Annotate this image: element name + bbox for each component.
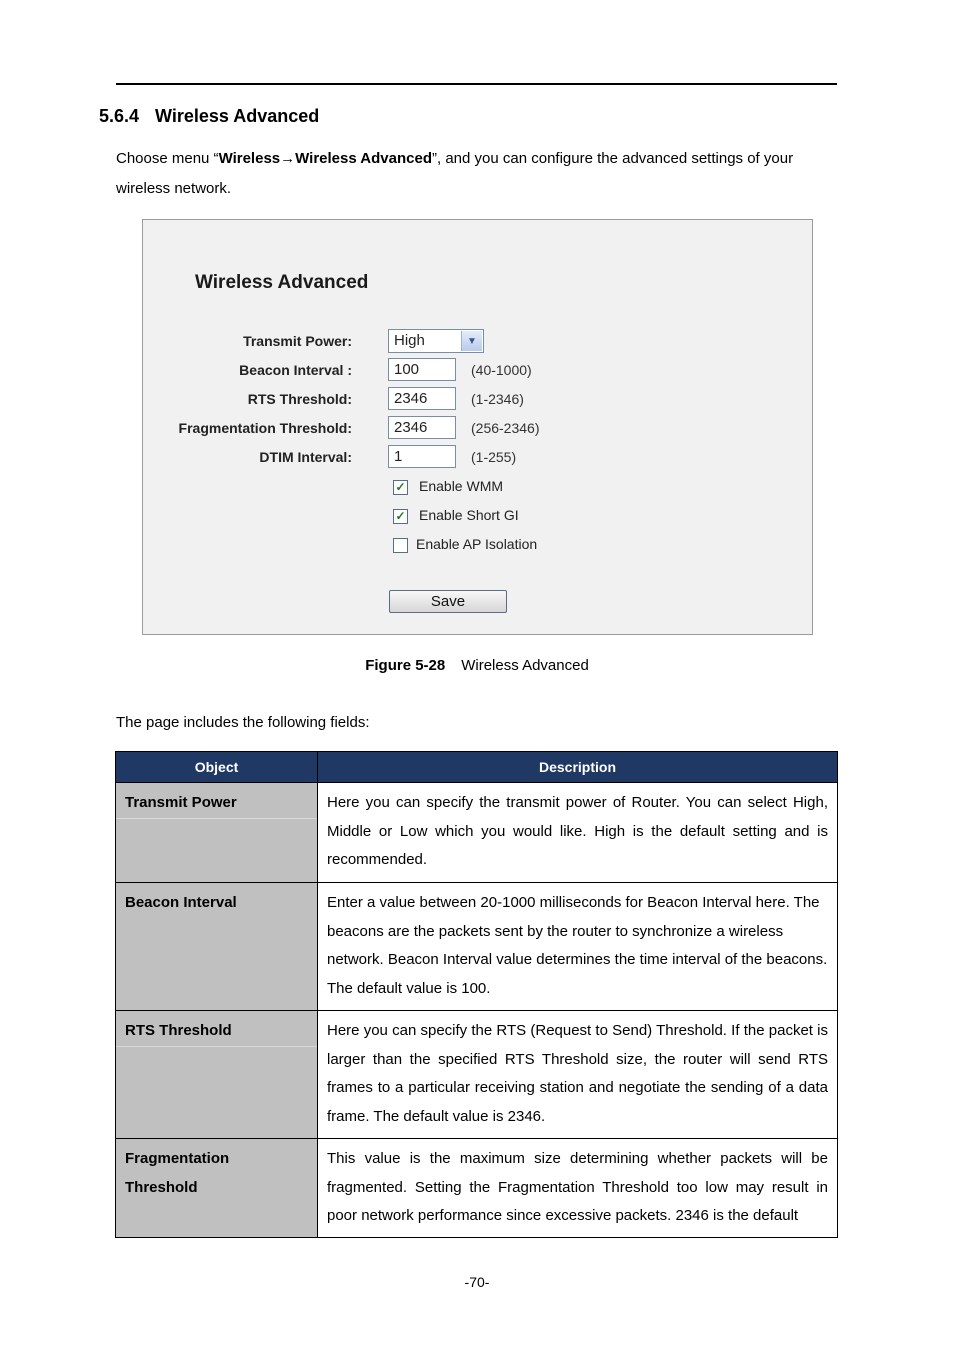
- transmit-power-value: High: [394, 332, 425, 349]
- transmit-power-select[interactable]: [388, 329, 484, 353]
- beacon-interval-label: Beacon Interval :: [239, 362, 352, 378]
- frag-threshold-label: Fragmentation Threshold:: [178, 420, 352, 436]
- frag-threshold-input[interactable]: [388, 416, 456, 439]
- page-number: -70-: [464, 1274, 490, 1290]
- header-object: Object: [116, 752, 318, 783]
- dtim-interval-label: DTIM Interval:: [259, 449, 352, 465]
- section-number: 5.6.4: [99, 106, 140, 126]
- panel-title: Wireless Advanced: [195, 272, 369, 293]
- row-description: This value is the maximum size determining whether packets will be fragmented. Setting the Fragmentation Threshold too low may result in poor network performance since excessive packets. 2346 is the default: [318, 1139, 838, 1238]
- row-description: Here you can specify the transmit power of Router. You can select High, Middle or Low which you would like. High is the default setting and is recommended.: [318, 783, 838, 883]
- fields-table: [115, 751, 838, 1238]
- beacon-interval-input[interactable]: [388, 358, 456, 381]
- row-description: Enter a value between 20-1000 milliseconds for Beacon Interval here. The beacons are the packets sent by the router to synchronize a wireless network. Beacon Interval value determines the time interval of the beacons. The default value is 100.: [318, 883, 838, 1011]
- row-object: [116, 1139, 318, 1238]
- enable-wmm-checkbox[interactable]: ✓: [393, 480, 408, 495]
- table-header-row: [116, 752, 838, 783]
- menu-path: Wireless→Wireless Advanced: [218, 150, 432, 167]
- row-object: [116, 883, 318, 1011]
- row-object: [116, 783, 318, 883]
- wireless-advanced-screenshot: [142, 219, 813, 635]
- fields-intro: The page includes the following fields:: [116, 714, 370, 731]
- enable-short-gi-label: Enable Short GI: [419, 507, 519, 523]
- beacon-interval-range: (40-1000): [471, 362, 532, 378]
- intro-paragraph: [116, 144, 840, 204]
- table-row: [116, 1139, 838, 1238]
- enable-wmm-label: Enable WMM: [419, 478, 504, 494]
- enable-ap-isolation-label: Enable AP Isolation: [416, 536, 538, 552]
- section-title: Wireless Advanced: [155, 106, 320, 126]
- dtim-interval-input[interactable]: [388, 445, 456, 468]
- enable-ap-isolation-checkbox[interactable]: [393, 538, 408, 553]
- figure-caption: [0, 657, 954, 674]
- rts-threshold-input[interactable]: [388, 387, 456, 410]
- cell-divider: [116, 1046, 317, 1047]
- figure-title: Wireless Advanced: [461, 657, 589, 674]
- header-rule: [116, 83, 837, 85]
- save-button[interactable]: Save: [389, 590, 507, 613]
- dtim-interval-range: (1-255): [471, 449, 517, 465]
- header-description: Description: [318, 752, 838, 783]
- table-row: [116, 783, 838, 883]
- row-description: Here you can specify the RTS (Request to Send) Threshold. If the packet is larger than the specified RTS Threshold size, the router will send RTS frames to a particular receiving station and negotiate the sending of a data frame. The default value is 2346.: [318, 1011, 838, 1139]
- rts-threshold-range: (1-2346): [471, 391, 524, 407]
- transmit-power-label: Transmit Power:: [243, 333, 352, 349]
- table-row: [116, 1011, 838, 1139]
- rts-threshold-label: RTS Threshold:: [247, 391, 352, 407]
- section-heading: [99, 106, 319, 127]
- object-name: Fragmentation Threshold: [125, 1150, 230, 1196]
- intro-before: Choose menu “: [116, 150, 219, 167]
- intro-after: ”, and you can configure the advanced settings of your wireless network.: [116, 150, 794, 197]
- object-name: Beacon Interval: [125, 894, 237, 911]
- chevron-down-icon[interactable]: ▼: [461, 331, 482, 351]
- object-name: RTS Threshold: [125, 1022, 232, 1039]
- enable-short-gi-checkbox[interactable]: ✓: [393, 509, 408, 524]
- object-name: Transmit Power: [125, 794, 237, 811]
- row-object: [116, 1011, 318, 1139]
- frag-threshold-range: (256-2346): [471, 420, 540, 436]
- cell-divider: [116, 818, 317, 819]
- figure-number: Figure 5-28: [365, 657, 446, 674]
- table-row: [116, 883, 838, 1011]
